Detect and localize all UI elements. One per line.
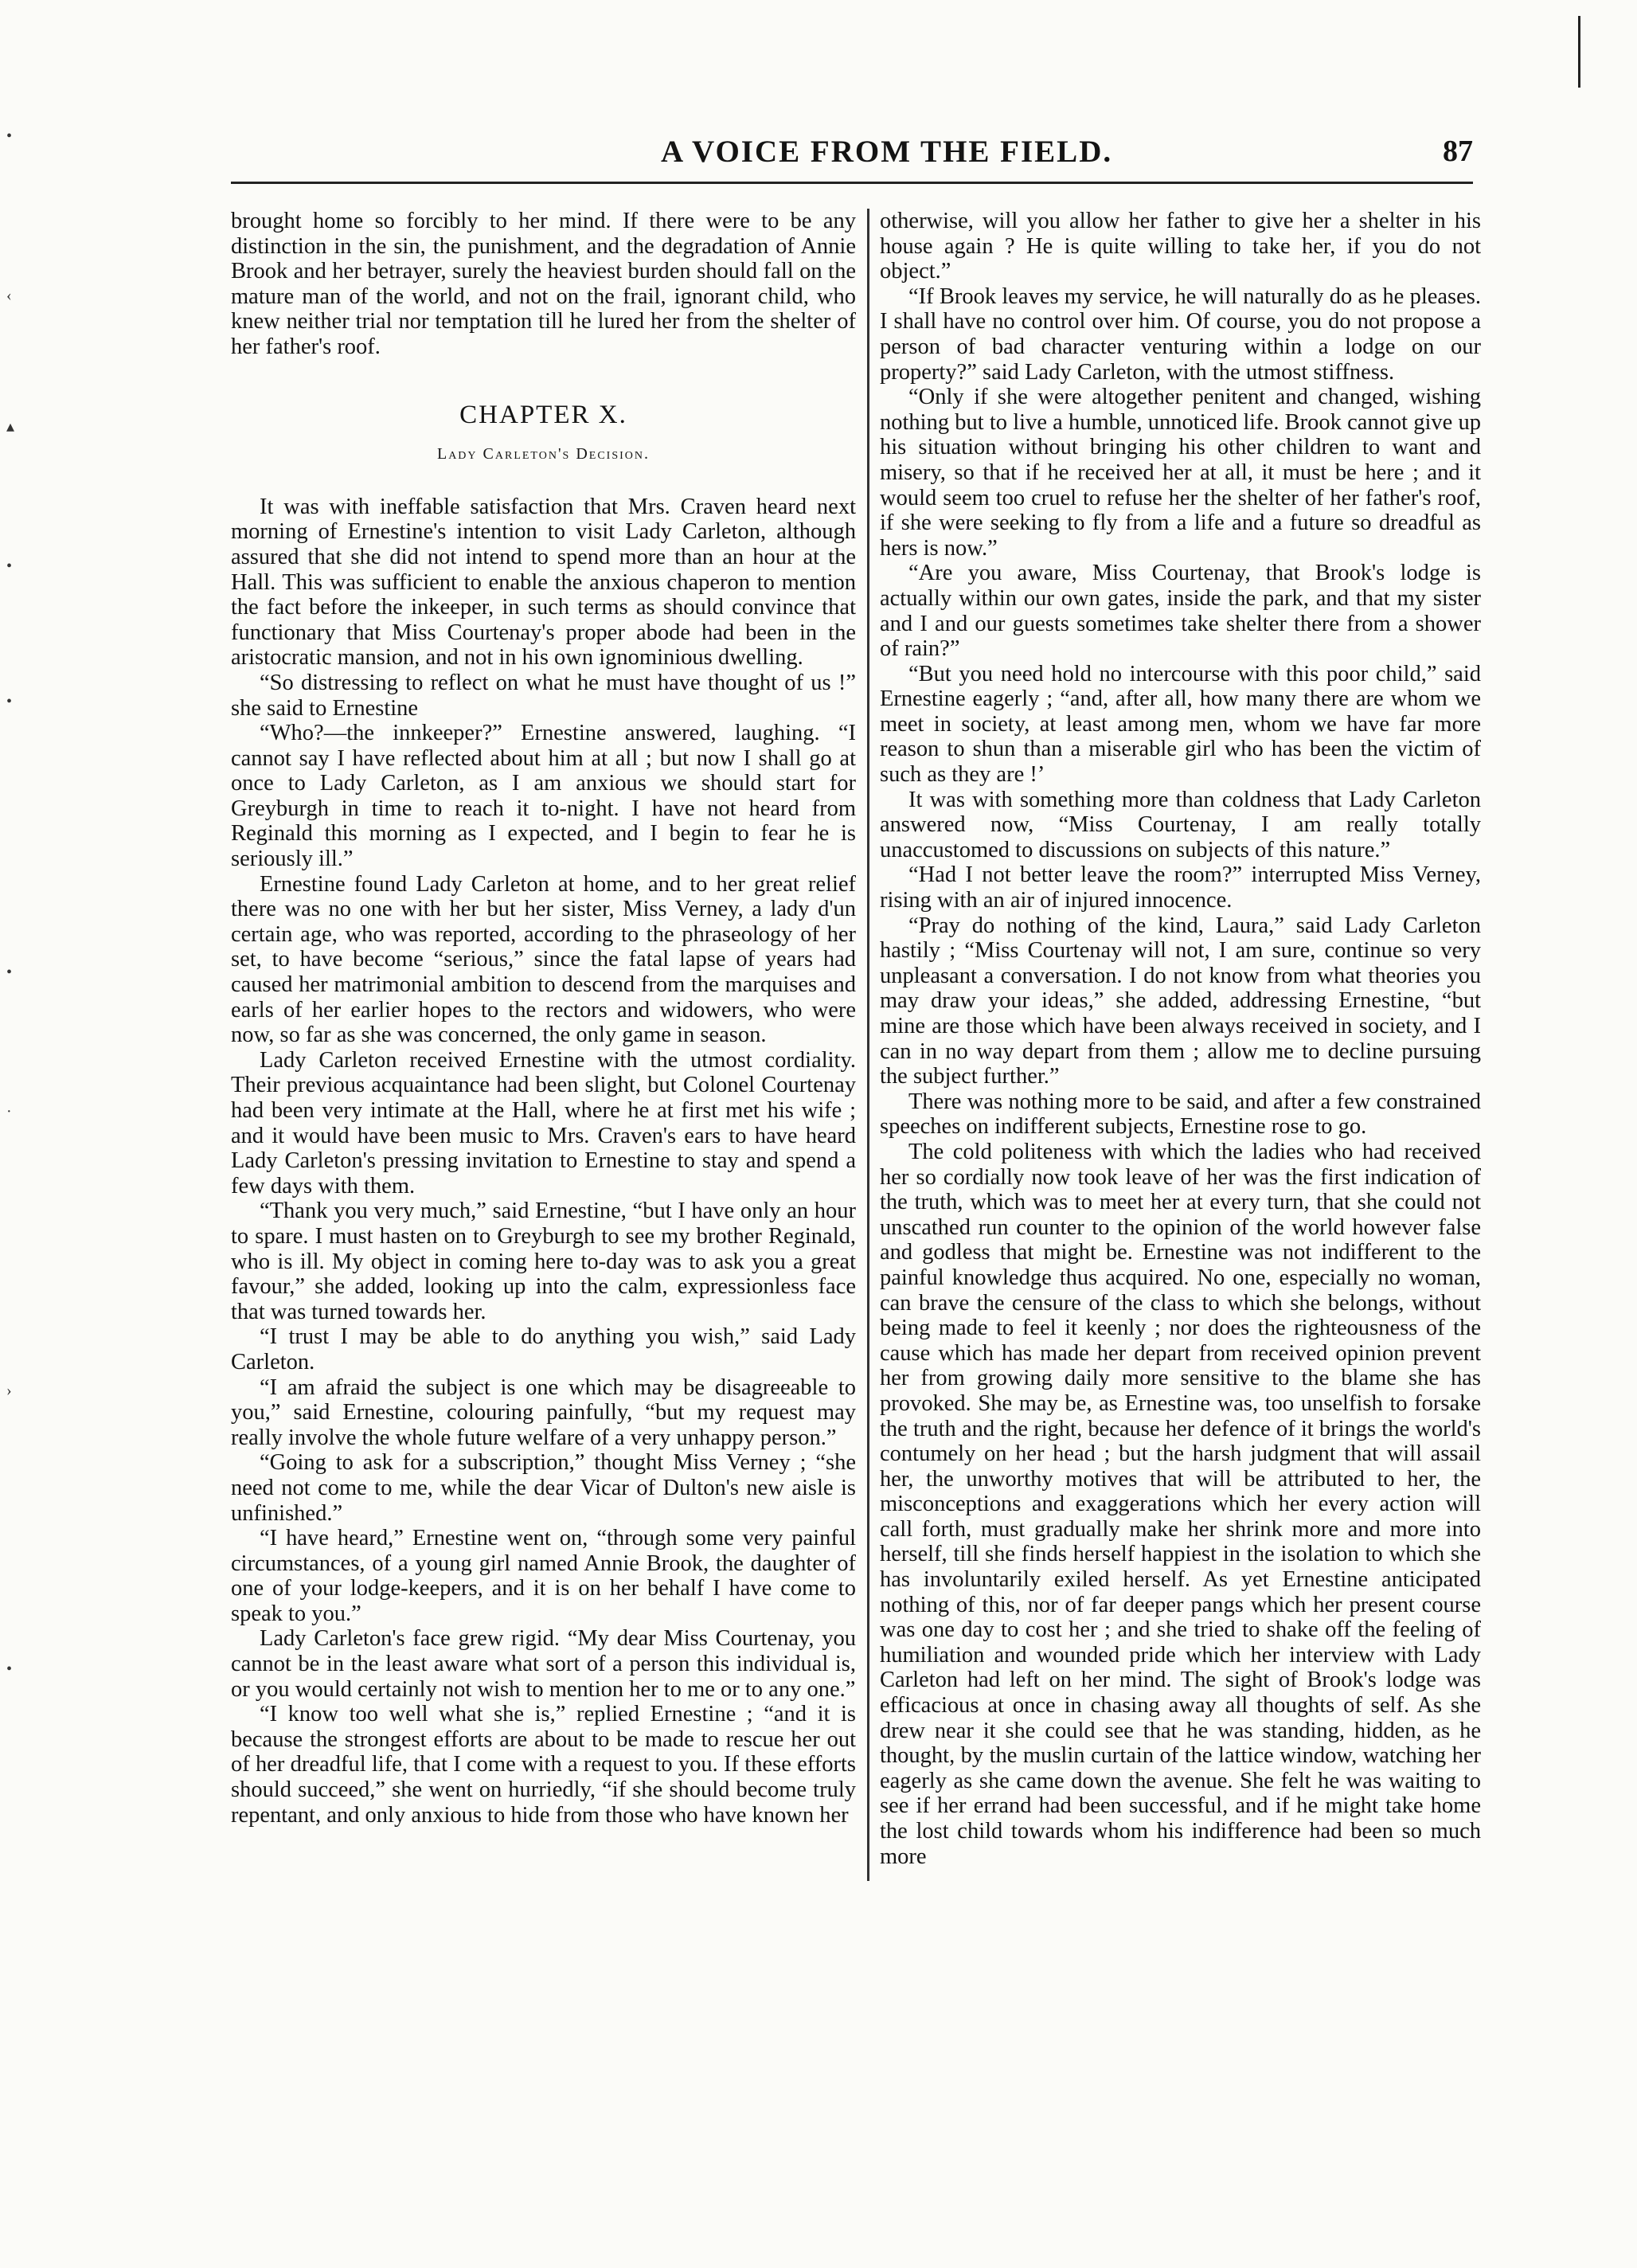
paragraph: otherwise, will you allow her father to give her a shelter in his house again ? He is quite willing to take her, if you do not object.” <box>880 209 1481 284</box>
margin-speck: ▴ <box>6 418 15 436</box>
margin-speck: · <box>6 1103 12 1120</box>
paragraph: Lady Carleton's face grew rigid. “My dear Miss Courtenay, you cannot be in the least aware what sort of a person this individual is, or you would certainly not wish to mention her to me or to any one.” <box>231 1626 856 1702</box>
margin-speck: › <box>6 1382 12 1399</box>
paragraph: “Only if she were altogether penitent and changed, wishing nothing but to live a humble, unnoticed life. Brook cannot give up his situation without bringing his other children to want and misery, so that if he received her at all, it must be here ; and it would seem too cruel to refuse her the shelter of her father's roof, if she were seeking to fly from a life and a future so dreadful as hers is now.” <box>880 385 1481 561</box>
margin-speck: • <box>6 1660 13 1678</box>
paragraph: “I know too well what she is,” replied Ernestine ; “and it is because the strongest efforts are about to be made to rescue her out of her dreadful life, that I come with a request to you. If these efforts should succeed,” she went on hurriedly, “if she should become truly repentant, and only anxious to hide from those who have known her <box>231 1702 856 1828</box>
chapter-subtitle: Lady Carleton's Decision. <box>436 445 650 463</box>
paragraph: “Who?—the innkeeper?” Ernestine answered, laughing. “I cannot say I have reflected about him at all ; but now I shall go at once to Lady Carleton, as I am anxious we should start for Greyburgh in time to reach it to-night. I have not heard from Reginald this morning as I expected, and I begin to fear he is seriously ill.” <box>231 721 856 872</box>
paragraph: It was with something more than coldness that Lady Carleton answered now, “Miss Courtenay, I am really totally unaccustomed to discussions on subjects of this nature.” <box>880 787 1481 862</box>
running-head <box>231 134 1473 174</box>
page-number: 87 <box>1443 135 1473 168</box>
chapter-title: CHAPTER X. <box>459 400 627 429</box>
left-column <box>231 209 856 1828</box>
margin-speck: ‹ <box>6 287 12 304</box>
paragraph: “I am afraid the subject is one which may be disagreeable to you,” said Ernestine, colouring painfully, “but my request may really involve the whole future welfare of a very unhappy person.” <box>231 1374 856 1450</box>
running-title: A VOICE FROM THE FIELD. <box>661 135 1113 169</box>
margin-speck: • <box>6 693 13 710</box>
paragraph: “Had I not better leave the room?” interrupted Miss Verney, rising with an air of injured innocence. <box>880 862 1481 913</box>
paragraph: “Thank you very much,” said Ernestine, “but I have only an hour to spare. I must hasten on to Greyburgh to see my brother Reginald, who is ill. My object in coming here to-day was to ask you a great favour,” she added, looking up into the calm, expressionless face that was turned towards her. <box>231 1199 856 1324</box>
paragraph: It was with ineffable satisfaction that Mrs. Craven heard next morning of Ernestine's intention to visit Lady Carleton, although assured that she did not intend to spend more than an hour at the Hall. This was sufficient to enable the anxious chaperon to mention the fact before the inkeeper, in such terms as should convince that functionary that Miss Courtenay's proper abode had been in the aristocratic mansion, and not in his own ignominious dwelling. <box>231 494 856 671</box>
page-edge-line <box>1578 16 1580 88</box>
column-divider <box>867 209 869 1881</box>
paragraph: “Pray do nothing of the kind, Laura,” said Lady Carleton hastily ; “Miss Courtenay will not, I am sure, continue so very unpleasant a conversation. I do not know from what theories you may draw your ideas,” she added, addressing Ernestine, “but mine are those which have been always received in society, and I can in no way depart from them ; allow me to decline pursuing the subject further.” <box>880 913 1481 1089</box>
paragraph: “If Brook leaves my service, he will naturally do as he pleases. I shall have no control over him. Of course, you do not propose a person of bad character venturing within a lodge on our property?” said Lady Carleton, with the utmost stiffness. <box>880 284 1481 385</box>
paragraph: The cold politeness with which the ladies who had received her so cordially now took leave of her was the first indication of the truth, which was to meet her at every turn, that she could not unscathed run counter to the opinion of the world however false and godless that might be. Ernestine was not indifferent to the painful knowledge thus acquired. No one, especially no woman, can brave the censure of the class to which she belongs, without being made to feel it keenly ; nor does the righteousness of the cause which has made her depart from received opinion prevent her from growing daily more sensitive to the blame she has provoked. She may be, as Ernestine was, too unselfish to forsake the truth and the right, because her defence of it brings the world's contumely on her head ; but the harsh judgment that will assail her, the unworthy motives that will be attributed to her, the misconceptions and exaggerations which her every action will call forth, must gradually make her shrink more and more into herself, till she finds herself happiest in the isolation to which she has involuntarily exiled herself. As yet Ernestine anticipated nothing of this, nor of far deeper pangs which her present course was one day to cost her ; and she tried to shake off the feeling of humiliation and wounded pride which her interview with Lady Carleton had left on her mind. The sight of Brook's lodge was efficacious at once in chasing away all thoughts of self. As she drew near it she could see that he was standing, hidden, as he thought, by the muslin curtain of the lattice window, watching her eagerly as she came down the avenue. She felt he was waiting to see if her errand had been successful, and if he might take home the lost child towards whom his indifference had been so much more <box>880 1139 1481 1869</box>
paragraph: “But you need hold no intercourse with this poor child,” said Ernestine eagerly ; “and, after all, how many there are whom we meet in society, at least among men, whom we have far more reason to shun than a miserable girl who has been the victim of such as they are !’ <box>880 661 1481 788</box>
header-rule <box>231 182 1473 184</box>
margin-speck: • <box>6 557 13 575</box>
paragraph: Ernestine found Lady Carleton at home, and to her great relief there was no one with her but her sister, Miss Verney, a lady d'un certain age, who was reported, according to the phraseology of her set, to have become “serious,” since the fatal lapse of years had caused her matrimonial ambition to descend from the marquises and earls of her earlier hopes to the rectors and widowers, who were now, so far as she was concerned, the only game in season. <box>231 871 856 1048</box>
paragraph: “I have heard,” Ernestine went on, “through some very painful circumstances, of a young girl named Annie Brook, the daughter of one of your lodge-keepers, and it is on her behalf I have come to speak to you.” <box>231 1526 856 1626</box>
paragraph: “I trust I may be able to do anything you wish,” said Lady Carleton. <box>231 1324 856 1374</box>
margin-speck: • <box>6 964 13 981</box>
right-column <box>880 209 1481 1869</box>
paragraph: There was nothing more to be said, and after a few constrained speeches on indifferent subjects, Ernestine rose to go. <box>880 1089 1481 1140</box>
margin-speck: • <box>6 127 13 145</box>
paragraph: Lady Carleton received Ernestine with the utmost cordiality. Their previous acquaintance had been slight, but Colonel Courtenay had been very intimate at the Hall, where he at first met his wife ; and it would have been music to Mrs. Craven's ears to have heard Lady Carleton's pressing invitation to Ernestine to stay and spend a few days with them. <box>231 1047 856 1199</box>
paragraph: brought home so forcibly to her mind. If there were to be any distinction in the sin, the punishment, and the degradation of Annie Brook and her betrayer, surely the heaviest burden should fall on the mature man of the world, and not on the frail, ignorant child, who knew neither trial nor temptation till he lured her from the shelter of her father's roof. <box>231 209 856 359</box>
paragraph: “So distressing to reflect on what he must have thought of us !” she said to Ernestine <box>231 670 856 721</box>
paragraph: “Going to ask for a subscription,” thought Miss Verney ; “she need not come to me, while the dear Vicar of Dulton's new aisle is unfinished.” <box>231 1450 856 1526</box>
paragraph: “Are you aware, Miss Courtenay, that Brook's lodge is actually within our own gates, inside the park, and that my sister and I and our guests sometimes take shelter there from a shower of rain?” <box>880 561 1481 662</box>
